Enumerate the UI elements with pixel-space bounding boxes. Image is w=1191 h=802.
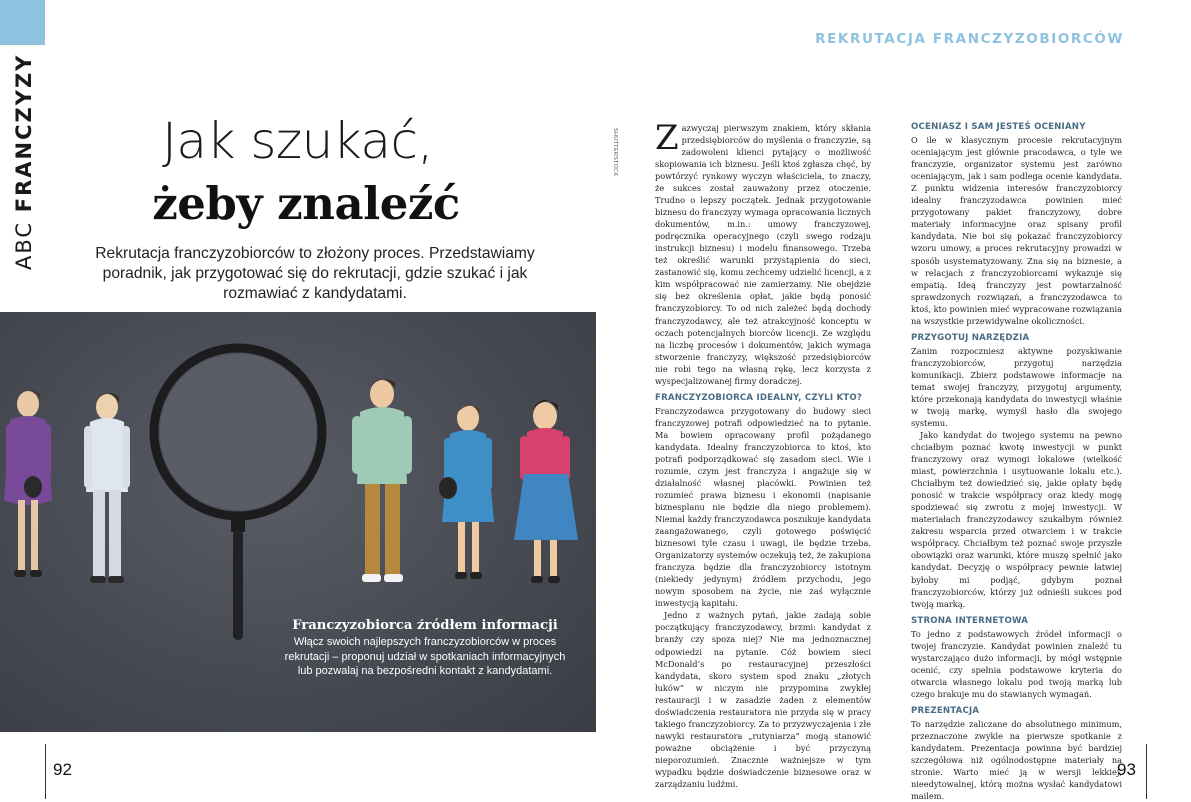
magnifying-glass: [154, 348, 322, 640]
photo-credit: SHUTTERSTOCK: [612, 128, 618, 177]
drop-cap: Z: [655, 118, 679, 158]
photo-caption: [280, 617, 570, 679]
heading-narzedzia: PRZYGOTUJ NARZĘDZIA: [911, 332, 1030, 343]
heading-prezentacja: PREZENTACJA: [911, 705, 980, 716]
caption-body: Włącz swoich najlepszych franczyzobiorców w proces rekrutacji – proponuj udział w spotkaniach informacyjnych lub pozwalaj na bezpośredni kontakt z kandydatami.: [284, 636, 566, 677]
caption-title: Franczyzobiorca źródłem informacji: [292, 618, 558, 633]
article-title-line2: żeby znaleźć: [152, 177, 460, 230]
paragraph-strona: To jedno z podstawowych źródeł informacji o twojej franczyzie. Kandydat powinien znaleźć tu wystarczająco dużo informacji, by mógł wstępnie ocenić, czy spełnia podstawowe kryteria do otwarcia własnego lokalu pod twoją marką lub czego brakuje mu do stawianych wymagań.: [911, 628, 1122, 699]
paragraph-idealny: Franczyzodawca przygotowany do budowy sieci franczyzowej potrafi odpowiedzieć na to pytanie. Ma bowiem opracowany profil pożądanego kandydata. Idealny franczyzobiorca to ktoś, kto potrafi podporządkować się zasadom sieci. Wie i rozumie, czym jest franczyza i angażuje się w działalność własnej placówki. Powinien też rozumieć prawa biznesu i ekonomii (napisanie biznesplanu nie będzie dla niego problemem). Niemal każdy franczyzodawca poszukuje kandydata zaangażowanego, czyli gotowego poświęcić biznesowi tyle czasu i uwagi, ile będzie trzeba. Organizatorzy systemów oczekują też, że zakupiona franczyza będzie dla franczyzobiorcy istotnym (niekiedy jedynym) źródłem przychodu, jego nowym sposobem na życie, nie zaś wyłącznie inwestycją kapitału.: [655, 405, 871, 609]
paragraph-narzedzia: Zanim rozpoczniesz aktywne pozyskiwanie franczyzobiorców, przygotuj narzędzia komunikacji. Zbierz podstawowe informacje na temat swojej franczyzy, przygotuj argumenty, które przekonają kandydata do inwestycji właśnie w twoją markę, wymyśl hasło dla swojego systemu.: [911, 345, 1122, 429]
right-page-rule: [1146, 744, 1147, 799]
figurine-purple-dress: [4, 390, 52, 577]
figurine-green-jacket: [352, 379, 412, 582]
paragraph-prezentacja: To narzędzie zaliczane do absolutnego minimum, przeznaczone zwykle na pierwsze spotkanie z kandydatem. Prezentacja powinna być bardziej szczegółowa niż ogólnodostępne materiały na stronie. Warto mieć ją w wersji lekkiej, nieedytowalnej, którą można wysłać kandydatowi mailem.: [911, 719, 1122, 802]
paragraph-branza: Jedno z ważnych pytań, jakie zadają sobie początkujący franczyzodawcy, brzmi: kandydat z branży czy spoza niej? Nie ma jednoznacznej odpowiedzi na pytanie. Cóż bowiem sieci McDonald’s po restauracyjnej przeszłości kandydata, skoro system spod znaku „złotych łuków” w niczym nie przypomina zwykłej restauracji i w zasadzie żaden z elementów doświadczenia restauratora nie przyda się w pracy takiego franczyzobiorcy. Za to przyzwyczajenia i złe nawyki restauratora „rutyniarza” mogą stanowić poważne obciążenie i być przyczyną nieporozumień. Znacznie ważniejsze w tym wypadku będzie doświadczenie biznesowe oraz w zarządzaniu ludźmi.: [655, 610, 871, 789]
right-page-number: 93: [1117, 760, 1136, 779]
figurine-white-suit: [84, 393, 130, 583]
paragraph-kandydat: Jako kandydat do twojego systemu na pewno chciałbym poznać kwotę inwestycji w punkt franczyzowy oraz wymogi lokalowe (wielkość miast, powierzchnia i usytuowanie lokalu etc.). Chciałbym też dowiedzieć się, jakie opłaty będę ponosić w trakcie współpracy oraz kiedy mogę spodziewać się zwrotu z mojej inwestycji. W materiałach franczyzodawcy szukałbym również zakresu wsparcia przed otwarciem i w trakcie współpracy. Chciałbym też poznać swoje przyszłe obowiązki oraz warunki, które muszę spełnić jako kandydat. Decyzję o współpracy pewnie łatwiej byłoby mi podjąć, gdybym poznał franczyzobiorców, którzy już odnieśli sukces pod twoją marką.: [911, 430, 1122, 609]
article-column-2: [911, 122, 1122, 802]
paragraph-oceniasz: O ile w klasycznym procesie rekrutacyjnym oceniającym jest głównie pracodawca, o tyle we franczyzie, organizator systemu jest zarówno oceniającym, jak i sam podlega ocenie kandydata. Z punktu widzenia interesów franczyzobiorcy idealny franczyzodawca powinien mieć przygotowany pakiet franczyzowy, dobre materiały informacyjne oraz spisany profil kandydata. Nie boi się pokazać franczyzobiorcy wzoru umowy, a proces rekrutacyjny prowadzi w sposób usystematyzowany. Zna się na biznesie, a w relacjach z franczyzobiorcami wykazuje się empatią. Ideą franczyzy jest powtarzalność sprawdzonych rozwiązań, a franczyzodawca to ktoś, kto powinien mieć wypracowane rozwiązania na wszystkie przewidywalne okoliczności.: [911, 135, 1122, 326]
left-page-rule: [45, 744, 46, 799]
figurine-pink-top: [514, 400, 578, 583]
corner-color-tab: [0, 0, 45, 45]
side-label-light: ABC: [12, 212, 36, 270]
side-label-bold: FRANCZYZY: [12, 53, 36, 213]
figurines-magnifier-photo: [0, 312, 596, 732]
figurine-blue-dress: [439, 405, 494, 579]
heading-oceniasz: OCENIASZ I SAM JESTEŚ OCENIANY: [911, 122, 1086, 132]
intro-paragraph: [655, 118, 871, 387]
article-title-line1: Jak szukać,: [162, 112, 433, 170]
left-page-number: 92: [53, 760, 72, 779]
article-column-1: [655, 118, 871, 790]
section-header: REKRUTACJA FRANCZYZOBIORCÓW: [815, 31, 1124, 47]
heading-strona: STRONA INTERNETOWA: [911, 615, 1029, 626]
intro-text: azwyczaj pierwszym znakiem, który skłania przedsiębiorców do myślenia o franczyzie, są zadowoleni klienci pytający o możliwość skopiowania ich biznesu. Jeśli ktoś zgłasza chęć, by powtórzyć rynkowy wyczyn właściciela, to znaczy, że sukces został zauważony przez otoczenie. Trudno o lepszy początek. Jednak przygotowanie biznesu do franczyzy wymaga opracowania licznych dokumentów, m.in.: umowy franczyzowej, podręcznika operacyjnego (czyli swego rodzaju instrukcji biznesu) i modelu finansowego. Trzeba też określić warunki przystąpienia do sieci, zastanowić się, komu zechcemy udzielić licencji, a z kim współpracować nie zamierzamy. Nie obejdzie się bez określenia opłat, jakie będą ponosić franczyzobiorcy. To od nich zależeć będą dochody franczyzodawcy, ale też atrakcyjność konceptu w oczach potencjalnych biorców licencji. Ze względu na liczbę procesów i dokumentów, jakich wymaga stworzenie franczyzy, większość przedsiębiorców nie robi tego na własną rękę, lecz korzysta z wyspecjalizowanej firmy doradczej.: [655, 123, 871, 386]
heading-idealny: FRANCZYZOBIORCA IDEALNY, CZYLI KTO?: [655, 392, 863, 403]
article-lead: Rekrutacja franczyzobiorców to złożony proces. Przedstawiamy poradnik, jak przygotować się do rekrutacji, gdzie szukać i jak rozmawiać z kandydatami.: [95, 245, 535, 302]
